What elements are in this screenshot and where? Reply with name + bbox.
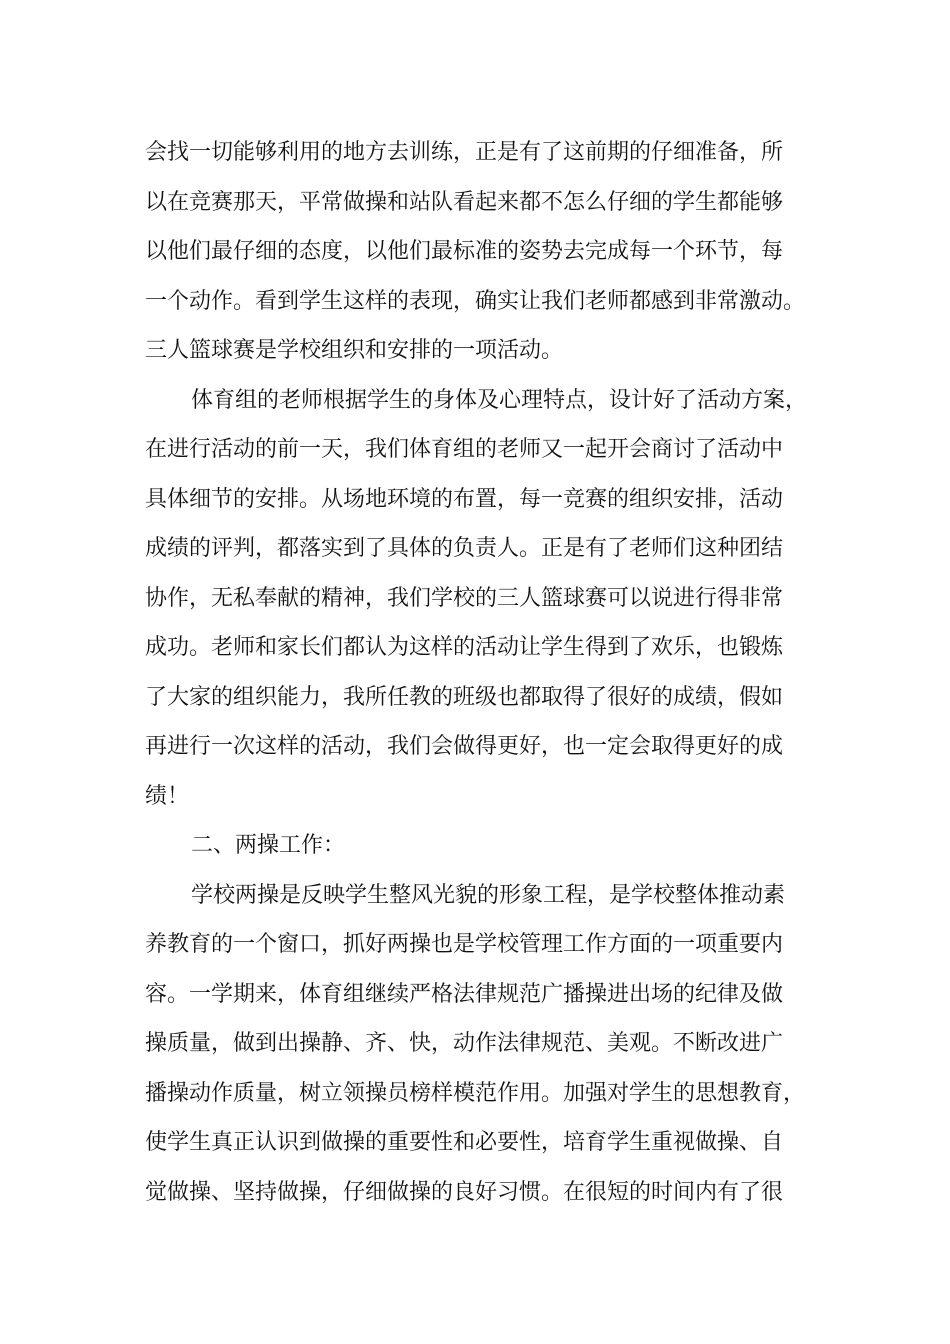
text-line: 再进行一次这样的活动，我们会做得更好，也一定会取得更好的成: [145, 734, 784, 759]
text-line: 使学生真正认识到做操的重要性和必要性，培育学生重视做操、自: [145, 1130, 784, 1155]
text-line: 具体细节的安排。从场地环境的布置，每一竞赛的组织安排，活动: [145, 486, 784, 512]
text-line: 三人篮球赛是学校组织和安排的一项活动。: [145, 338, 564, 363]
text-line: 播操动作质量，树立领操员榜样模范作用。加强对学生的思想教育，: [145, 1080, 806, 1106]
text-line: 成绩的评判，都落实到了具体的负责人。正是有了老师们这种团结: [145, 536, 784, 561]
document-body: [145, 128, 825, 1217]
text-line: 绩！: [145, 783, 190, 809]
text-line: 养教育的一个窗口，抓好两操也是学校管理工作方面的一项重要内: [145, 932, 784, 957]
text-line: 了大家的组织能力，我所任教的班级也都取得了很好的成绩，假如: [145, 684, 784, 710]
text-line: 在进行活动的前一天，我们体育组的老师又一起开会商讨了活动中: [145, 437, 784, 462]
text-line: 容。一学期来，体育组继续严格法律规范广播操进出场的纪律及做: [145, 981, 784, 1007]
text-line: 操质量，做到出操静、齐、快，动作法律规范、美观。不断改进广: [145, 1031, 784, 1056]
text-line: 一个动作。看到学生这样的表现，确实让我们老师都感到非常激动。: [145, 288, 806, 314]
text-line: 成功。老师和家长们都认为这样的活动让学生得到了欢乐，也锻炼: [145, 635, 784, 660]
text-line: 以在竞赛那天，平常做操和站队看起来都不怎么仔细的学生都能够: [145, 189, 784, 215]
text-line: 协作，无私奉献的精神，我们学校的三人篮球赛可以说进行得非常: [145, 585, 784, 611]
section-heading: 二、两操工作：: [191, 833, 346, 858]
paragraph-start-line: 学校两操是反映学生整风光貌的形象工程，是学校整体推动素: [191, 882, 786, 908]
text-line: 觉做操、坚持做操，仔细做操的良好习惯。在很短的时间内有了很: [145, 1179, 784, 1205]
paragraph-start-line: 体育组的老师根据学生的身体及心理特点，设计好了活动方案，: [191, 387, 808, 413]
text-line: 以他们最仔细的态度，以他们最标准的姿势去完成每一个环节，每: [145, 239, 784, 264]
text-line: 会找一切能够利用的地方去训练，正是有了这前期的仔细准备，所: [145, 140, 784, 165]
